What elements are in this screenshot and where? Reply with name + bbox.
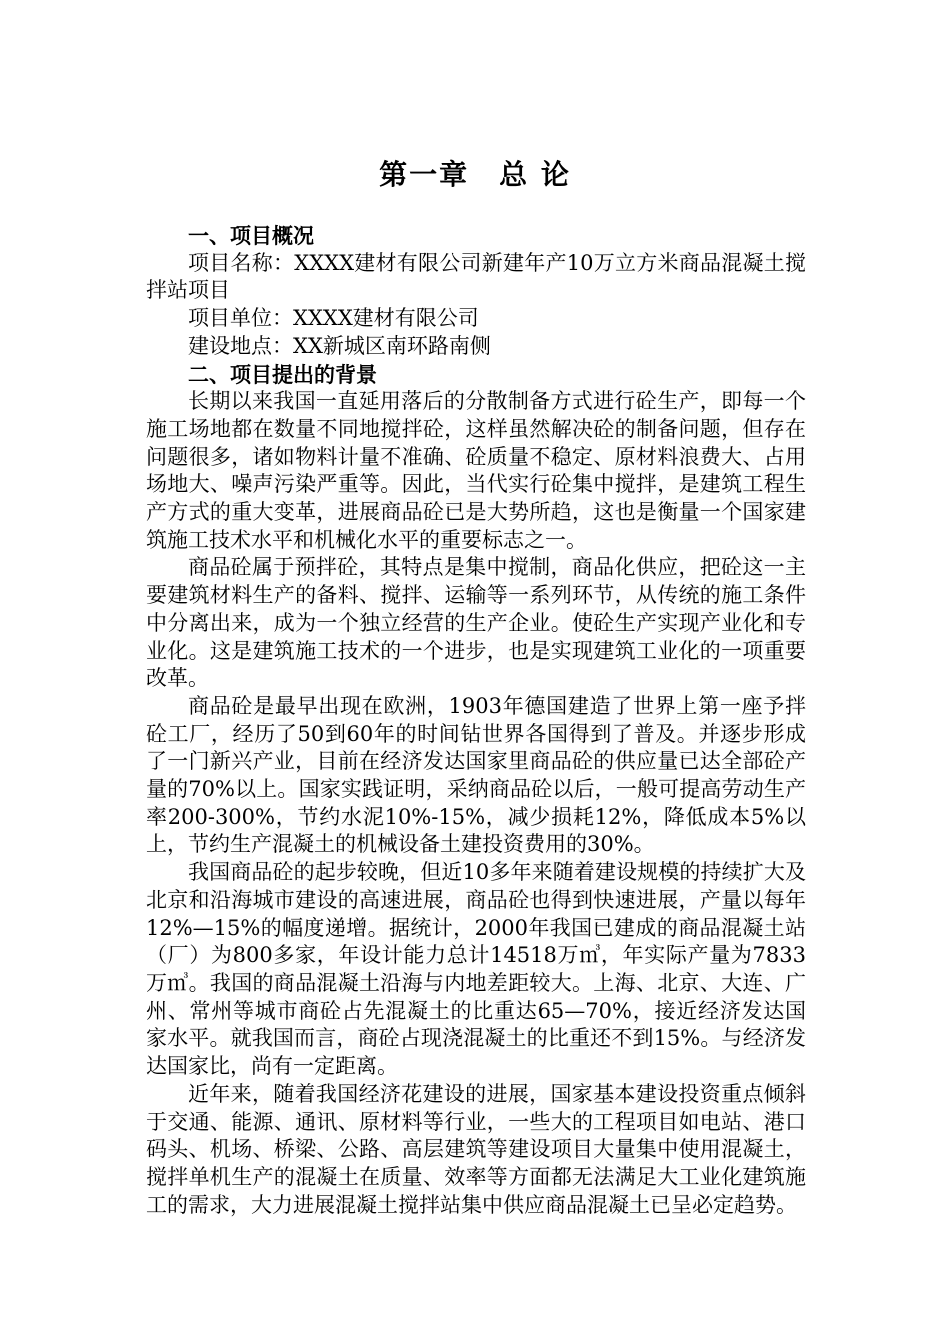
section-heading: 二、项目提出的背景 bbox=[188, 361, 377, 387]
project-unit-line: 项目单位：XXXX建材有限公司 bbox=[188, 306, 479, 331]
document-body bbox=[146, 222, 806, 1219]
section-heading: 一、项目概况 bbox=[188, 223, 314, 248]
body-paragraph: 长期以来我国一直延用落后的分散制备方式进行砼生产，即每一个施工场地都在数量不同地搅拌砼，这样虽然解决砼的制备问题，但存在问题很多，诸如物料计量不准确、砼质量不稳定、原材料浪费大、占用场地大、噪声污染严重等。因此，当代实行砼集中搅拌，是建筑工程生产方式的重大变革，进展商品砼已是大势所趋，这也是衡量一个国家建筑施工技术水平和机械化水平的重要标志之一。 bbox=[146, 389, 806, 552]
chapter-title: 第一章 总 论 bbox=[379, 158, 571, 191]
project-location-line: 建设地点：XX新城区南环路南侧 bbox=[188, 333, 491, 358]
project-name-line: 项目名称：XXXX建材有限公司新建年产10万立方米商品混凝土搅拌站项目 bbox=[146, 250, 806, 303]
body-paragraph: 商品砼属于预拌砼，其特点是集中搅制，商品化供应，把砼这一主要建筑材料生产的备料、搅拌、运输等一系列环节，从传统的施工条件中分离出来，成为一个独立经营的生产企业。使砼生产实现产业化和专业化。这是建筑施工技术的一个进步，也是实现建筑工业化的一项重要改革。 bbox=[146, 555, 806, 691]
body-paragraph: 商品砼是最早出现在欧洲，1903年德国建造了世界上第一座予拌砼工厂，经历了50到60年的时间钻世界各国得到了普及。并逐步形成了一门新兴产业，目前在经济发达国家里商品砼的供应量已达全部砼产量的70%以上。国家实践证明，采纳商品砼以后，一般可提高劳动生产率200-300%，节约水泥10%-15%，减少损耗12%，降低成本5%以上，节约生产混凝土的机械设备土建投资费用的30%。 bbox=[146, 693, 806, 857]
body-paragraph: 我国商品砼的起步较晚，但近10多年来随着建设规模的持续扩大及北京和沿海城市建设的高速进展，商品砼也得到快速进展，产量以每年12%—15%的幅度递增。据统计，2000年我国已建成的商品混凝土站（厂）为800多家，年设计能力总计14518万㎥，年实际产量为7833万㎥。我国的商品混凝土沿海与内地差距较大。上海、北京、大连、广州、常州等城市商砼占先混凝土的比重达65—70%，接近经济发达国家水平。就我国而言，商砼占现浇混凝土的比重还不到15%。与经济发达国家比，尚有一定距离。 bbox=[146, 860, 806, 1079]
body-paragraph: 近年来，随着我国经济花建设的进展，国家基本建设投资重点倾斜于交通、能源、通讯、原材料等行业，一些大的工程项目如电站、港口码头、机场、桥梁、公路、高层建筑等建设项目大量集中使用混凝土，搅拌单机生产的混凝土在质量、效率等方面都无法满足大工业化建筑施工的需求，大力进展混凝土搅拌站集中供应商品混凝土已呈必定趋势。 bbox=[146, 1081, 806, 1217]
